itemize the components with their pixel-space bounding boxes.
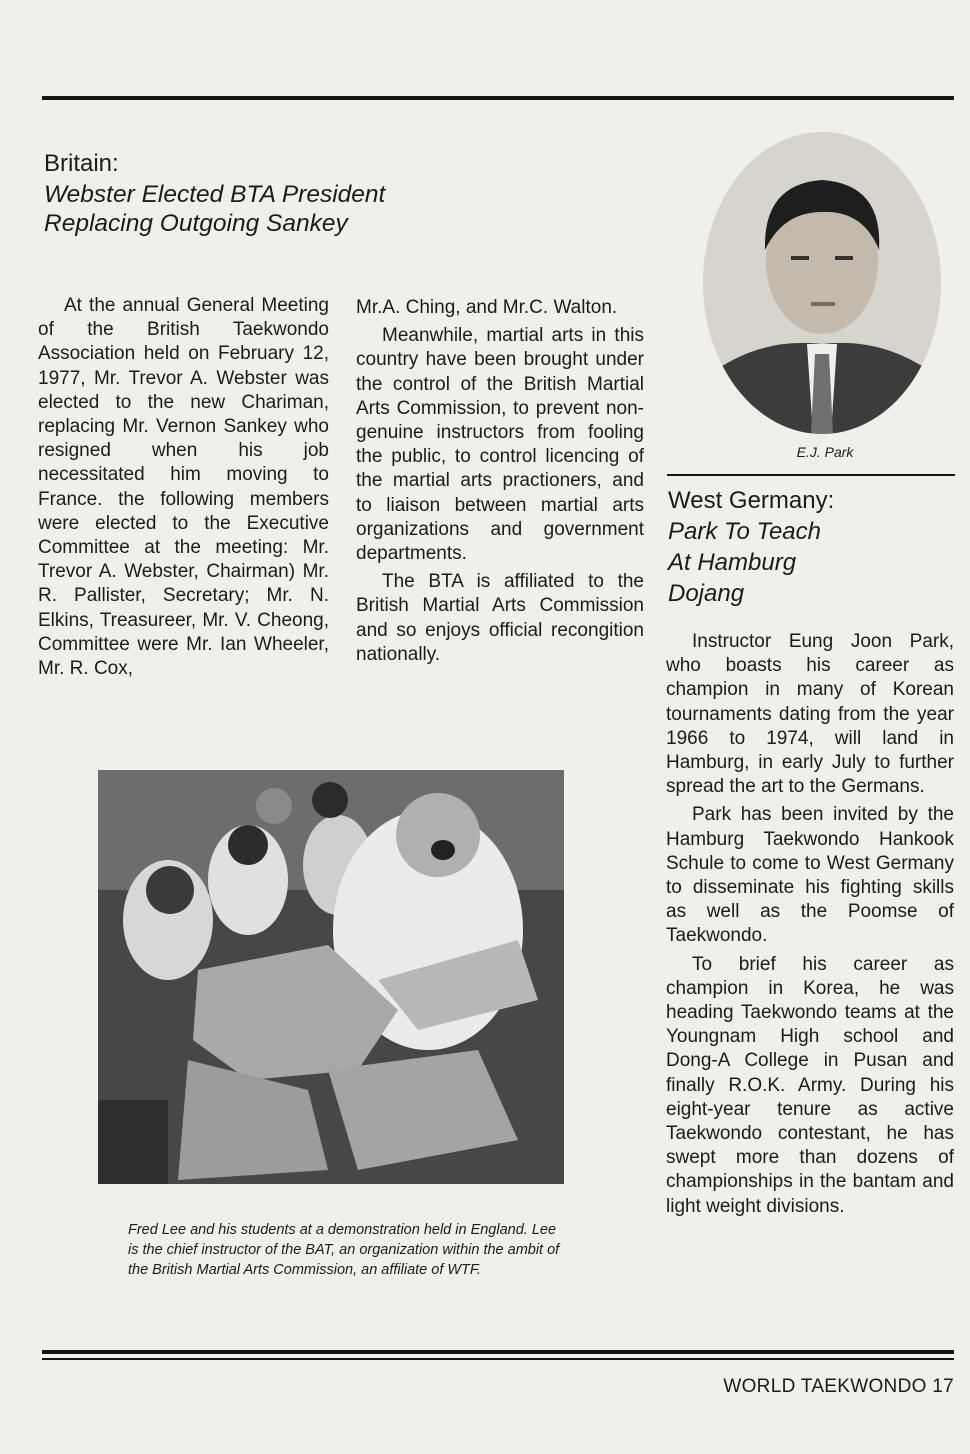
germany-paragraph-1: Instructor Eung Joon Park, who boasts his career as champion in many of Korean tournaments dating from the year 1966 to 1974, will land in Hamburg, in early July to further spread the art to the Germans. — [666, 631, 954, 798]
britain-paragraph-4: The BTA is affiliated to the British Martial Arts Commission and so enjoys official recongition nationally. — [356, 571, 644, 665]
portrait-caption: E.J. Park — [796, 444, 854, 460]
germany-paragraph-3: To brief his career as champion in Korea, he was heading Taekwondo teams at the Youngnam High school and Dong-A College in Pusan and finally R.O.K. Army. During his eight-year tenure as active Taekwondo contestant, he has swept more than dozens of championships in the bantam and light weight divisions. — [666, 953, 954, 1217]
park-portrait — [703, 132, 941, 434]
germany-country-label: West Germany: — [668, 487, 835, 514]
britain-title-line-1: Webster Elected BTA President — [44, 181, 386, 208]
britain-column-1 — [38, 294, 329, 681]
britain-column-2 — [356, 296, 644, 667]
demonstration-photo-image — [98, 770, 564, 1184]
britain-title-line-2: Replacing Outgoing Sankey — [44, 210, 348, 237]
britain-paragraph-3: Meanwhile, martial arts in this country have been brought under the control of the British Martial Arts Commission, to prevent non-genuine instructors from fooling the public, to control licencing of the martial arts practioners, and to liaison between martial arts organizations and government departments. — [356, 325, 644, 565]
britain-headline — [44, 148, 604, 238]
germany-paragraph-2: Park has been invited by the Hamburg Taekwondo Hankook Schule to come to West Germany to disseminate his fighting skills as well as the Poomse of Taekwondo. — [666, 804, 954, 947]
germany-column — [666, 630, 954, 1219]
germany-headline — [668, 486, 958, 609]
park-portrait-image — [703, 132, 941, 434]
germany-title-line-2: At Hamburg — [668, 549, 797, 576]
britain-paragraph-2: Mr.A. Ching, and Mr.C. Walton. — [356, 297, 618, 318]
demonstration-photo — [98, 770, 564, 1184]
germany-title-line-3: Dojang — [668, 580, 745, 607]
top-rule — [42, 96, 954, 100]
britain-paragraph-1: At the annual General Meeting of the British Taekwondo Association held on February 12, 1977, Mr. Trevor A. Webster was elected to the new Chariman, replacing Mr. Vernon Sankey who resigned when his job necessitated him moving to France. the following members were elected to the Executive Committee at the meeting: Mr. Trevor A. Webster, Chairman) Mr. R. Pallister, Secretary; Mr. N. Elkins, Treasureer, Mr. V. Cheong, Committee were Mr. Ian Wheeler, Mr. R. Cox, — [38, 295, 329, 680]
demonstration-photo-caption: Fred Lee and his students at a demonstration held in England. Lee is the chief instructor of the BAT, an organization within the ambit of the British Martial Arts Commission, an affiliate of WTF. — [128, 1222, 560, 1278]
page-footer: WORLD TAEKWONDO 17 — [723, 1376, 954, 1397]
right-column-rule — [667, 474, 955, 476]
germany-title-line-1: Park To Teach — [668, 518, 821, 545]
bottom-rule-thin — [42, 1358, 954, 1360]
bottom-rule-thick — [42, 1350, 954, 1354]
britain-country-label: Britain: — [44, 150, 119, 177]
